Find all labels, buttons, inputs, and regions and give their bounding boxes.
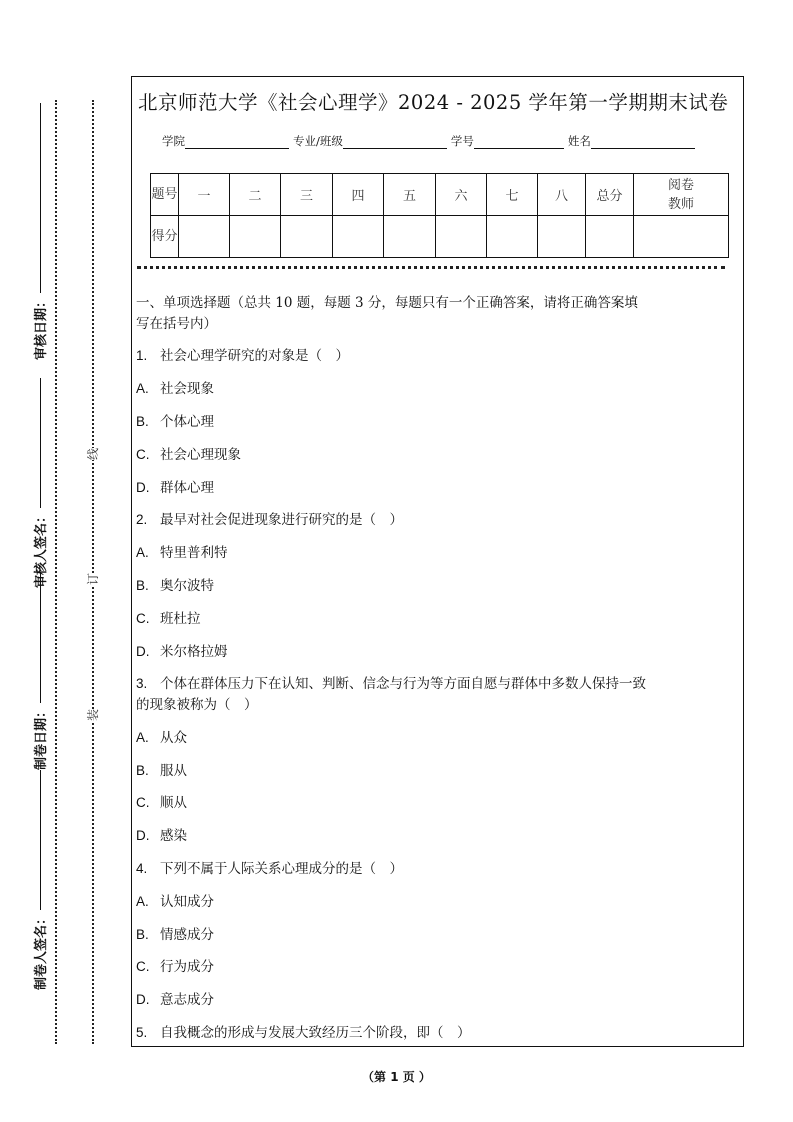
paper-date-field [30,573,49,770]
reviewer-signature-label: 审核人签名： [34,509,49,588]
college-field[interactable] [185,136,289,149]
col-7: 七 [487,174,538,216]
score-cell-3[interactable] [281,216,333,258]
cut-mark-bind: 订 [86,572,101,586]
reviewer-signature-field [30,378,49,588]
student-id-label: 学号 [450,134,474,148]
grader-line1: 阅卷 [667,177,694,193]
binding-margin [0,0,125,1122]
q3-option-c: C. 顺从 [136,795,187,811]
score-cell-8[interactable] [538,216,586,258]
score-table [150,173,729,258]
review-date-blank[interactable] [39,103,41,293]
score-cell-5[interactable] [384,216,436,258]
col-3: 三 [281,174,333,216]
paper-date-blank[interactable] [39,573,41,703]
score-cell-2[interactable] [230,216,281,258]
exam-page-frame [131,76,744,1047]
question-2: 2. 最早对社会促进现象进行研究的是（ ） [136,512,403,528]
col-8: 八 [538,174,586,216]
score-cell-total[interactable] [586,216,634,258]
q4-option-b: B. 情感成分 [136,927,214,943]
col-grader [634,174,729,216]
maker-signature-label: 制卷人签名： [34,911,49,990]
grader-line2: 教师 [667,196,694,212]
q4-option-d: D. 意志成分 [136,992,214,1008]
paper-date-label: 制卷日期： [34,704,49,770]
question-number-header: 题号 [151,174,179,216]
score-cell-6[interactable] [436,216,487,258]
score-cell-grader[interactable] [634,216,729,258]
question-3-line1: 3. 个体在群体压力下在认知、判断、信念与行为等方面自愿与群体中多数人保持一致 [136,676,646,692]
score-cell-7[interactable] [487,216,538,258]
student-id-field[interactable] [474,136,564,149]
reviewer-signature-blank[interactable] [39,378,41,508]
cut-mark-line: 线 [86,447,101,461]
name-label: 姓名 [567,134,591,148]
major-class-field[interactable] [343,136,447,149]
q3-option-a: A. 从众 [136,730,187,746]
q2-option-a: A. 特里普利特 [136,545,228,561]
q2-option-d: D. 米尔格拉姆 [136,644,228,660]
dotted-separator [137,266,725,269]
question-5: 5. 自我概念的形成与发展大致经历三个阶段，即（ ） [136,1025,471,1041]
q2-option-b: B. 奥尔波特 [136,578,214,594]
cut-mark-install: 装 [86,708,101,722]
col-1: 一 [179,174,230,216]
section-heading-line2: 写在括号内） [136,316,217,332]
q3-option-b: B. 服从 [136,763,187,779]
q1-option-c: C. 社会心理现象 [136,447,241,463]
col-4: 四 [333,174,384,216]
score-table-score-row [151,216,729,258]
score-cell-4[interactable] [333,216,384,258]
score-cell-1[interactable] [179,216,230,258]
exam-title: 北京师范大学《社会心理学》2024 - 2025 学年第一学期期末试卷 [138,91,729,114]
score-table-header-row [151,174,729,216]
student-info-row [162,133,699,149]
col-6: 六 [436,174,487,216]
maker-signature-blank[interactable] [39,770,41,910]
q3-option-d: D. 感染 [136,828,187,844]
outer-dotted-line [55,100,57,1044]
page-number: （第 1 页 ） [362,1070,431,1084]
maker-signature-field [30,770,49,990]
col-5: 五 [384,174,436,216]
review-date-label: 审核日期： [34,294,49,360]
q1-option-d: D. 群体心理 [136,480,214,496]
question-3-line2: 的现象被称为（ ） [136,697,258,713]
q4-option-c: C. 行为成分 [136,959,214,975]
q1-option-a: A. 社会现象 [136,381,214,397]
col-2: 二 [230,174,281,216]
review-date-field [30,103,49,360]
question-1: 1. 社会心理学研究的对象是（ ） [136,348,349,364]
major-class-label: 专业/班级 [293,134,343,148]
col-total: 总分 [586,174,634,216]
q1-option-b: B. 个体心理 [136,414,214,430]
q4-option-a: A. 认知成分 [136,894,214,910]
section-heading-line1: 一、单项选择题（总共 10 题，每题 3 分，每题只有一个正确答案，请将正确答案填 [136,295,638,311]
college-label: 学院 [162,134,185,148]
q2-option-c: C. 班杜拉 [136,611,201,627]
question-4: 4. 下列不属于人际关系心理成分的是（ ） [136,861,403,877]
score-header: 得分 [151,216,179,258]
name-field[interactable] [591,136,695,149]
